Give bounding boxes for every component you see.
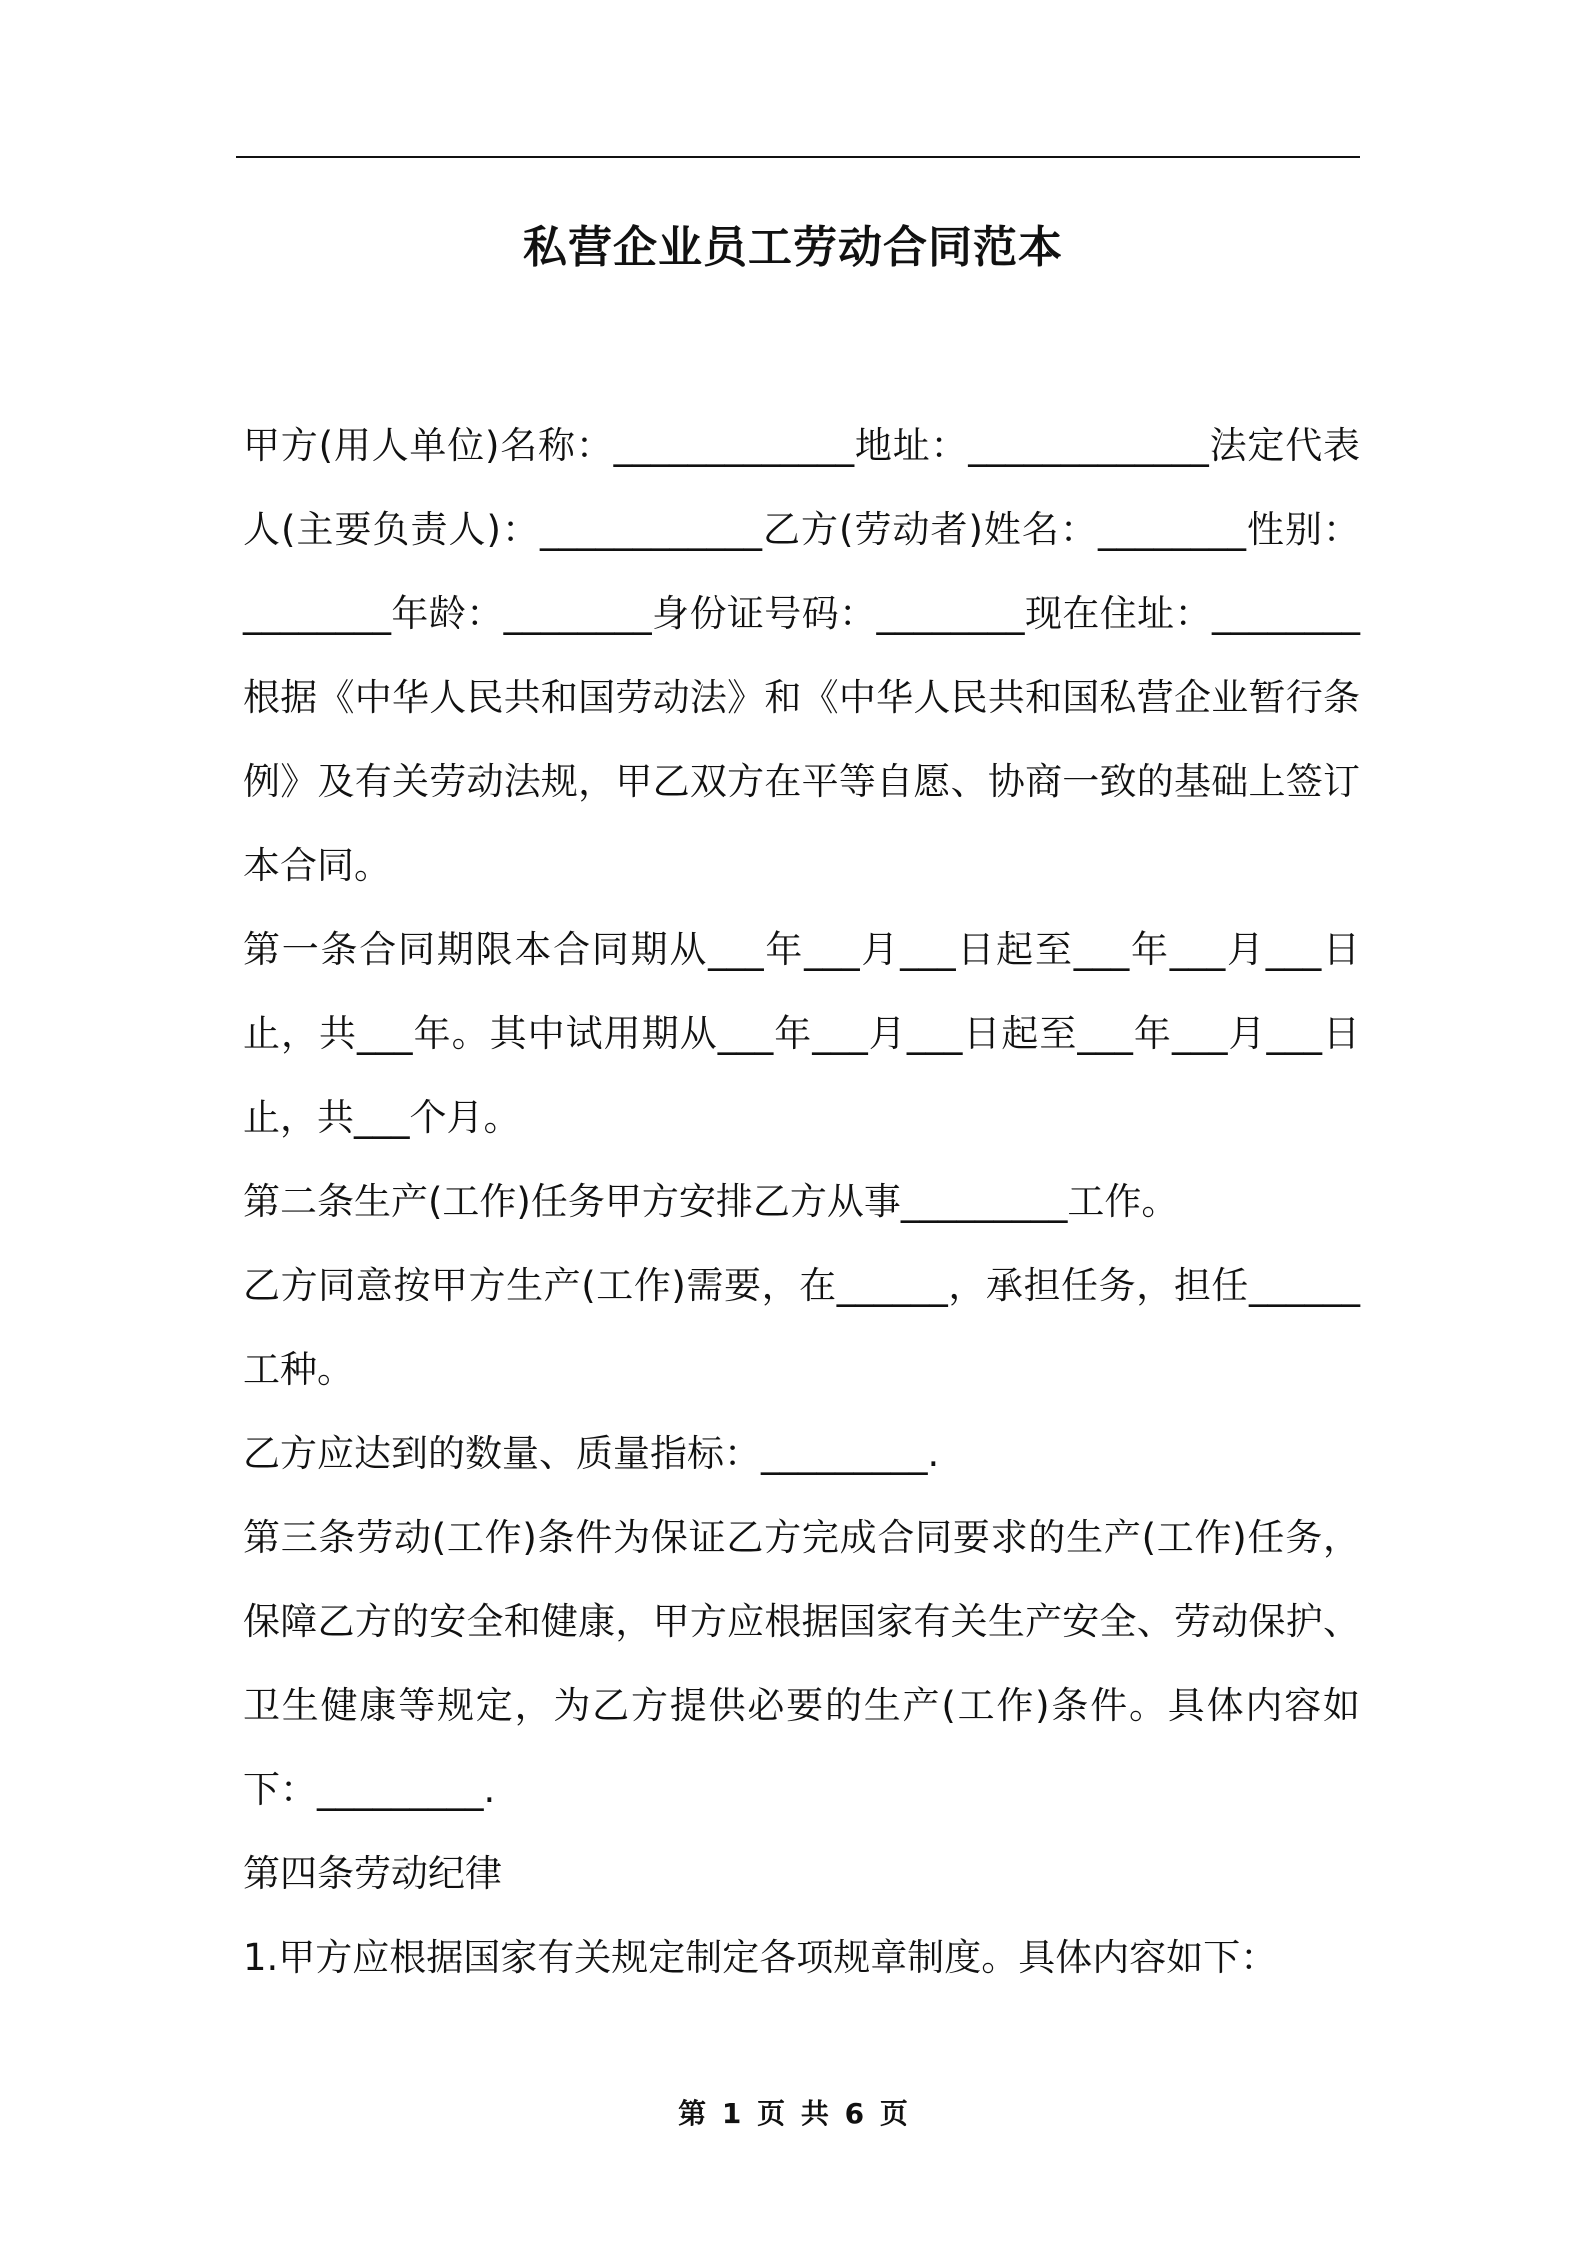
paragraph-article-4-heading: 第四条劳动纪律 — [243, 1852, 502, 1895]
paragraph-article-2: 第二条生产(工作)任务甲方安排乙方从事_________工作。 — [243, 1180, 1179, 1223]
paragraph-parties: 甲方(用人单位)名称：_____________地址：_____________法定代表人(主要负责人)：____________乙方(劳动者)姓名：________性别：________年龄：________身份证号码：________现在住址：________根据《中华人民共和国劳动法》和《中华人民共和国私营企业暂行条例》及有关劳动法规，甲乙双方在平等自愿、协商一致的基础上签订本合同。 — [243, 424, 1360, 887]
paragraph-article-4-item-1: 1.甲方应根据国家有关规定制定各项规章制度。具体内容如下： — [243, 1936, 1278, 1979]
paragraph-article-2-quota: 乙方应达到的数量、质量指标：_________. — [243, 1432, 940, 1475]
paragraph-article-1: 第一条合同期限本合同期从___年___月___日起至___年___月___日止，共___年。其中试用期从___年___月___日起至___年___月___日止，共___个月。 — [243, 928, 1360, 1139]
document-body — [243, 404, 1360, 2000]
paragraph-article-3: 第三条劳动(工作)条件为保证乙方完成合同要求的生产(工作)任务，保障乙方的安全和健康，甲方应根据国家有关生产安全、劳动保护、卫生健康等规定，为乙方提供必要的生产(工作)条件。具体内容如下：_________. — [243, 1516, 1360, 1811]
page-number-footer: 第 1 页 共 6 页 — [678, 2097, 908, 2130]
document-title: 私营企业员工劳动合同范本 — [523, 222, 1063, 273]
paragraph-article-2-duties: 乙方同意按甲方生产(工作)需要，在______，承担任务，担任______工种。 — [243, 1264, 1360, 1391]
header-rule — [236, 156, 1360, 158]
